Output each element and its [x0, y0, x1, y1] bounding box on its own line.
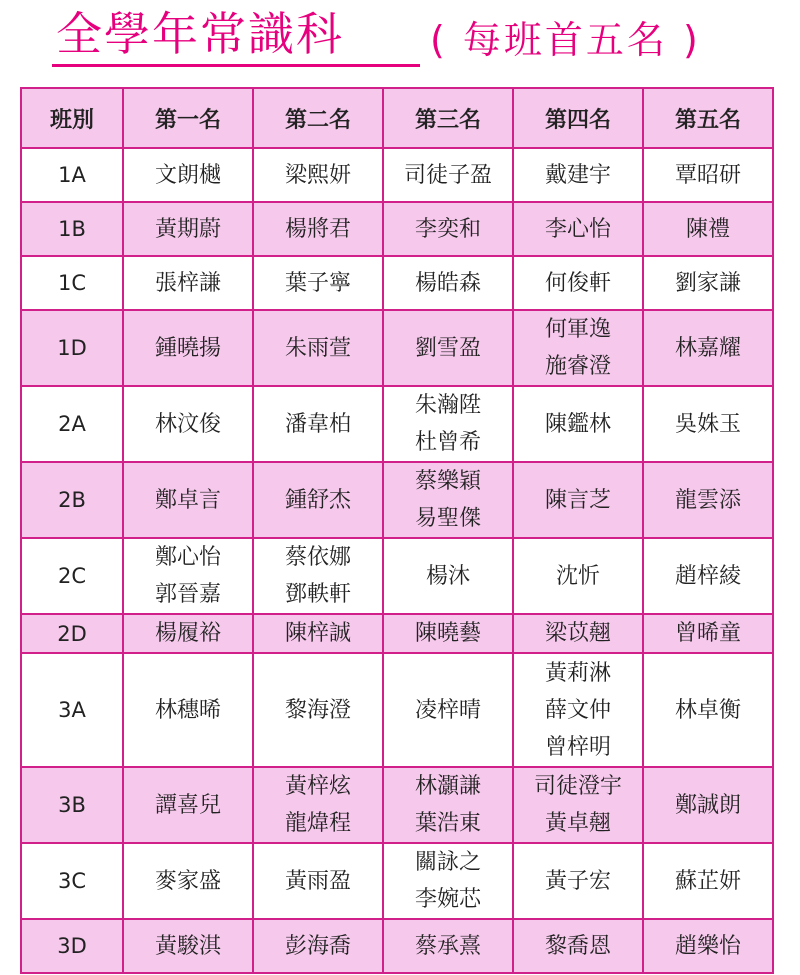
rank-3-cell: [383, 614, 513, 653]
rank-4-cell: [513, 614, 643, 653]
student-name: 楊沐: [425, 563, 470, 589]
student-name: 鄭誠朗: [674, 792, 741, 818]
title-underline: [52, 64, 420, 67]
student-name: 曾梓明: [544, 734, 611, 760]
rank-3-cell: [383, 386, 513, 462]
student-name: 杜曾希: [414, 430, 481, 455]
student-name: 凌梓晴: [414, 697, 481, 723]
student-name: 林卓衡: [674, 697, 741, 723]
rank-2-cell: [253, 462, 383, 538]
student-name: 關詠之: [414, 850, 481, 875]
class-cell: 1A: [21, 148, 123, 202]
student-name: 李心怡: [544, 216, 611, 242]
class-cell: 2C: [21, 538, 123, 614]
student-name: 黎海澄: [284, 697, 351, 723]
student-name: 張梓謙: [154, 270, 221, 296]
student-name: 鍾舒杰: [284, 487, 351, 513]
student-name: 朱雨萱: [284, 335, 351, 361]
rank-1-cell: [123, 310, 253, 386]
student-name: 鄭卓言: [154, 487, 221, 513]
rank-4-cell: [513, 386, 643, 462]
rank-3-cell: [383, 202, 513, 256]
rank-1-cell: [123, 148, 253, 202]
rank-5-cell: [643, 653, 773, 767]
student-name: 潘韋柏: [284, 411, 351, 437]
student-name: 陳曉藝: [414, 621, 481, 646]
rank-1-cell: [123, 538, 253, 614]
table-row: [21, 462, 773, 538]
rank-5-cell: [643, 462, 773, 538]
class-cell: 3D: [21, 919, 123, 973]
rank-5-cell: [643, 843, 773, 919]
rank-4-cell: [513, 310, 643, 386]
student-name: 劉家謙: [674, 270, 741, 296]
class-cell: 1B: [21, 202, 123, 256]
header-rank-4: 第四名: [513, 88, 643, 148]
rank-3-cell: [383, 148, 513, 202]
rank-2-cell: [253, 256, 383, 310]
rank-2-cell: [253, 614, 383, 653]
student-name: 鄧軼軒: [284, 582, 351, 607]
student-name: 鄭心怡: [154, 545, 221, 570]
rank-2-cell: [253, 148, 383, 202]
header-row: [21, 88, 773, 148]
student-name: 黃子宏: [544, 868, 611, 894]
student-name: 文朗樾: [154, 162, 221, 188]
student-name: 朱瀚陞: [414, 393, 481, 418]
rank-3-cell: [383, 310, 513, 386]
table-row: [21, 256, 773, 310]
rank-4-cell: [513, 653, 643, 767]
student-name: 陳梓誠: [284, 621, 351, 646]
table-row: [21, 310, 773, 386]
student-name: 蘇芷妍: [674, 868, 741, 894]
student-name: 梁苡翹: [544, 621, 611, 646]
student-name: 吳姝玉: [674, 411, 741, 437]
student-name: 葉浩東: [414, 811, 481, 836]
rank-3-cell: [383, 919, 513, 973]
student-name: 林灝謙: [414, 774, 481, 799]
rank-1-cell: [123, 202, 253, 256]
table-row: [21, 202, 773, 256]
student-name: 楊履裕: [154, 621, 221, 646]
student-name: 曾晞童: [674, 621, 741, 646]
rank-2-cell: [253, 843, 383, 919]
student-name: 劉雪盈: [414, 335, 481, 361]
page-subtitle: ( 每班首五名 ): [430, 18, 701, 62]
student-name: 司徒澄宇: [533, 774, 622, 799]
student-name: 薛文仲: [544, 697, 611, 723]
rank-1-cell: [123, 386, 253, 462]
student-name: 林穗晞: [154, 697, 221, 723]
student-name: 黃駿淇: [154, 933, 221, 959]
rank-4-cell: [513, 462, 643, 538]
rank-3-cell: [383, 256, 513, 310]
class-cell: 2D: [21, 614, 123, 653]
student-name: 林嘉耀: [674, 335, 741, 361]
student-name: 彭海喬: [284, 933, 351, 959]
table-row: [21, 538, 773, 614]
student-name: 李婉芯: [414, 887, 481, 912]
class-cell: 3A: [21, 653, 123, 767]
rank-1-cell: [123, 462, 253, 538]
student-name: 梁熙妍: [284, 162, 351, 188]
ranking-table: [20, 87, 774, 974]
rank-1-cell: [123, 614, 253, 653]
rank-2-cell: [253, 919, 383, 973]
student-name: 陳禮: [685, 216, 730, 242]
header-rank-1: 第一名: [123, 88, 253, 148]
student-name: 覃昭研: [674, 162, 741, 188]
class-cell: 3C: [21, 843, 123, 919]
class-cell: 3B: [21, 767, 123, 843]
rank-2-cell: [253, 653, 383, 767]
class-cell: 1C: [21, 256, 123, 310]
student-name: 楊皓森: [414, 270, 481, 296]
student-name: 葉子寧: [284, 270, 351, 296]
student-name: 陳鑑林: [544, 411, 611, 437]
student-name: 李奕和: [414, 216, 481, 242]
page-title-block: [52, 2, 772, 72]
student-name: 趙樂怡: [674, 933, 741, 959]
student-name: 蔡依娜: [284, 545, 351, 570]
table-row: [21, 614, 773, 653]
rank-5-cell: [643, 919, 773, 973]
rank-5-cell: [643, 386, 773, 462]
table-row: [21, 919, 773, 973]
student-name: 麥家盛: [154, 868, 221, 894]
rank-5-cell: [643, 148, 773, 202]
student-name: 譚喜兒: [154, 792, 221, 818]
student-name: 龍雲添: [674, 487, 741, 513]
rank-3-cell: [383, 767, 513, 843]
class-cell: 2B: [21, 462, 123, 538]
student-name: 陳言芝: [544, 487, 611, 513]
rank-3-cell: [383, 843, 513, 919]
student-name: 郭晉嘉: [154, 582, 221, 607]
table-row: [21, 386, 773, 462]
student-name: 戴建宇: [544, 162, 611, 188]
student-name: 沈忻: [555, 563, 600, 589]
header-rank-5: 第五名: [643, 88, 773, 148]
header-rank-2: 第二名: [253, 88, 383, 148]
student-name: 蔡樂穎: [414, 469, 481, 494]
rank-5-cell: [643, 256, 773, 310]
rank-1-cell: [123, 843, 253, 919]
class-cell: 2A: [21, 386, 123, 462]
rank-1-cell: [123, 767, 253, 843]
rank-5-cell: [643, 538, 773, 614]
rank-3-cell: [383, 538, 513, 614]
rank-2-cell: [253, 767, 383, 843]
rank-5-cell: [643, 202, 773, 256]
student-name: 林汶俊: [154, 411, 221, 437]
student-name: 龍煒程: [284, 811, 351, 836]
rank-2-cell: [253, 386, 383, 462]
rank-1-cell: [123, 256, 253, 310]
student-name: 趙梓綾: [674, 563, 741, 589]
rank-1-cell: [123, 919, 253, 973]
student-name: 司徒子盈: [403, 162, 492, 188]
table-row: [21, 767, 773, 843]
rank-4-cell: [513, 202, 643, 256]
rank-4-cell: [513, 148, 643, 202]
student-name: 易聖傑: [414, 506, 481, 531]
student-name: 黃卓翹: [544, 811, 611, 836]
student-name: 楊將君: [284, 216, 351, 242]
page-title: 全學年常識科: [56, 7, 344, 61]
rank-3-cell: [383, 462, 513, 538]
rank-4-cell: [513, 538, 643, 614]
rank-5-cell: [643, 310, 773, 386]
student-name: 黃莉淋: [544, 660, 611, 686]
rank-4-cell: [513, 843, 643, 919]
header-rank-3: 第三名: [383, 88, 513, 148]
rank-2-cell: [253, 538, 383, 614]
student-name: 黎喬恩: [544, 933, 611, 959]
student-name: 黃期蔚: [154, 216, 221, 242]
rank-2-cell: [253, 202, 383, 256]
table-row: [21, 843, 773, 919]
rank-4-cell: [513, 767, 643, 843]
rank-1-cell: [123, 653, 253, 767]
student-name: 黃雨盈: [284, 868, 351, 894]
rank-4-cell: [513, 256, 643, 310]
table-row: [21, 148, 773, 202]
table-row: [21, 653, 773, 767]
student-name: 施睿澄: [544, 354, 611, 379]
rank-5-cell: [643, 767, 773, 843]
student-name: 蔡承熹: [414, 933, 481, 959]
rank-4-cell: [513, 919, 643, 973]
class-cell: 1D: [21, 310, 123, 386]
student-name: 鍾曉揚: [154, 335, 221, 361]
student-name: 何軍逸: [544, 317, 611, 342]
student-name: 黃梓炫: [284, 774, 351, 799]
rank-2-cell: [253, 310, 383, 386]
student-name: 何俊軒: [544, 270, 611, 296]
header-class: 班別: [21, 88, 123, 148]
rank-3-cell: [383, 653, 513, 767]
rank-5-cell: [643, 614, 773, 653]
